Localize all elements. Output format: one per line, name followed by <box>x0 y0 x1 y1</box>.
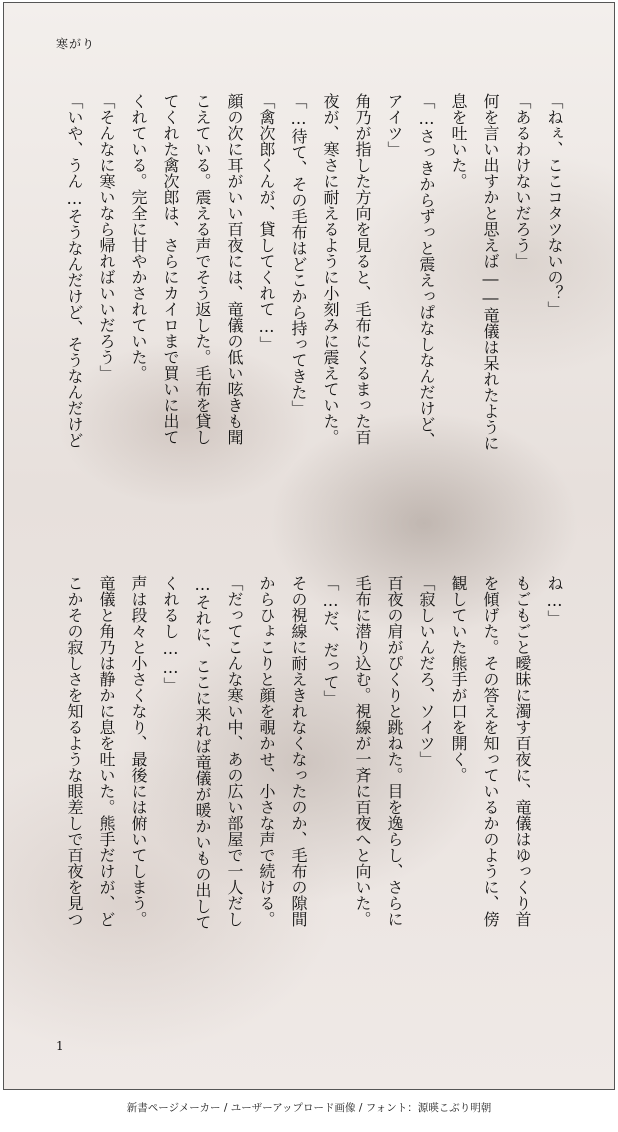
text-line: を傾げた。その答えを知っているかのように、傍 <box>481 575 500 927</box>
text-line: 何を言い出すかと思えば――竜儀は呆れたように <box>481 93 500 451</box>
text-line: ね…」 <box>545 575 564 626</box>
text-line: 「だってこんな寒い中、あの広い部屋で一人だし <box>225 575 244 927</box>
text-line: 「寂しいんだろ、ソイツ」 <box>417 575 436 767</box>
text-line: 息を吐いた。 <box>449 93 468 189</box>
text-line: 「…だ、だって」 <box>321 575 340 706</box>
text-line: 夜が、寒さに耐えるように小刻みに震えていた。 <box>321 93 340 445</box>
text-line: もごもごと曖昧に濁す百夜に、竜儀はゆっくり首 <box>513 575 532 927</box>
text-line: からひょこりと顔を覗かせ、小さな声で続ける。 <box>257 575 276 927</box>
text-line: 百夜の肩がぴくりと跳ねた。目を逸らし、さらに <box>385 575 404 927</box>
novel-page <box>3 2 615 1090</box>
text-block-bottom <box>65 575 570 1015</box>
text-line: 「禽次郎くんが、貸してくれて…」 <box>257 93 276 352</box>
footer-credit: 新書ページメーカー / ユーザーアップロード画像 / フォント：源暎こぶり明朝 <box>126 1102 492 1114</box>
text-block-top <box>65 93 570 533</box>
text-line: 「いや、うん…そうなんだけど、そうなんだけど <box>65 93 84 448</box>
text-line: アイツ」 <box>385 93 404 157</box>
text-line: 「ねぇ、ここコタツないの？」 <box>545 93 564 317</box>
text-line: くれている。完全に甘やかされていた。 <box>129 93 148 381</box>
text-line: その視線に耐えきれなくなったのか、毛布の隙間 <box>289 575 308 927</box>
text-line: …それに、ここに来れば竜儀が暖かいもの出して <box>193 575 212 930</box>
text-line: くれるし……」 <box>161 575 180 693</box>
text-line: こかその寂しさを知るような眼差しで百夜を見つ <box>65 575 84 927</box>
text-line: 「…さっきからずっと震えっぱなしなんだけど、 <box>417 93 436 448</box>
text-line: 観していた熊手が口を開く。 <box>449 575 468 783</box>
text-line: 角乃が指した方向を見ると、毛布にくるまった百 <box>353 93 372 445</box>
text-line: 顔の次に耳がいい百夜には、竜儀の低い呟きも聞 <box>225 93 244 445</box>
page-header-title: 寒がり <box>56 37 96 51</box>
page-number: 1 <box>56 1039 64 1053</box>
text-line: 毛布に潜り込む。視線が一斉に百夜へと向いた。 <box>353 575 372 927</box>
text-line: てくれた禽次郎は、さらにカイロまで買いに出て <box>161 93 180 445</box>
text-line: 「…待て、その毛布はどこから持ってきた」 <box>289 93 308 416</box>
text-line: 「そんなに寒いなら帰ればいいだろう」 <box>97 93 116 381</box>
text-line: 「あるわけないだろう」 <box>513 93 532 269</box>
text-line: 声は段々と小さくなり、最後には俯いてしまう。 <box>129 575 148 927</box>
text-line: こえている。震える声でそう返した。毛布を貸し <box>193 93 212 445</box>
text-line: 竜儀と角乃は静かに息を吐いた。熊手だけが、ど <box>97 575 116 927</box>
